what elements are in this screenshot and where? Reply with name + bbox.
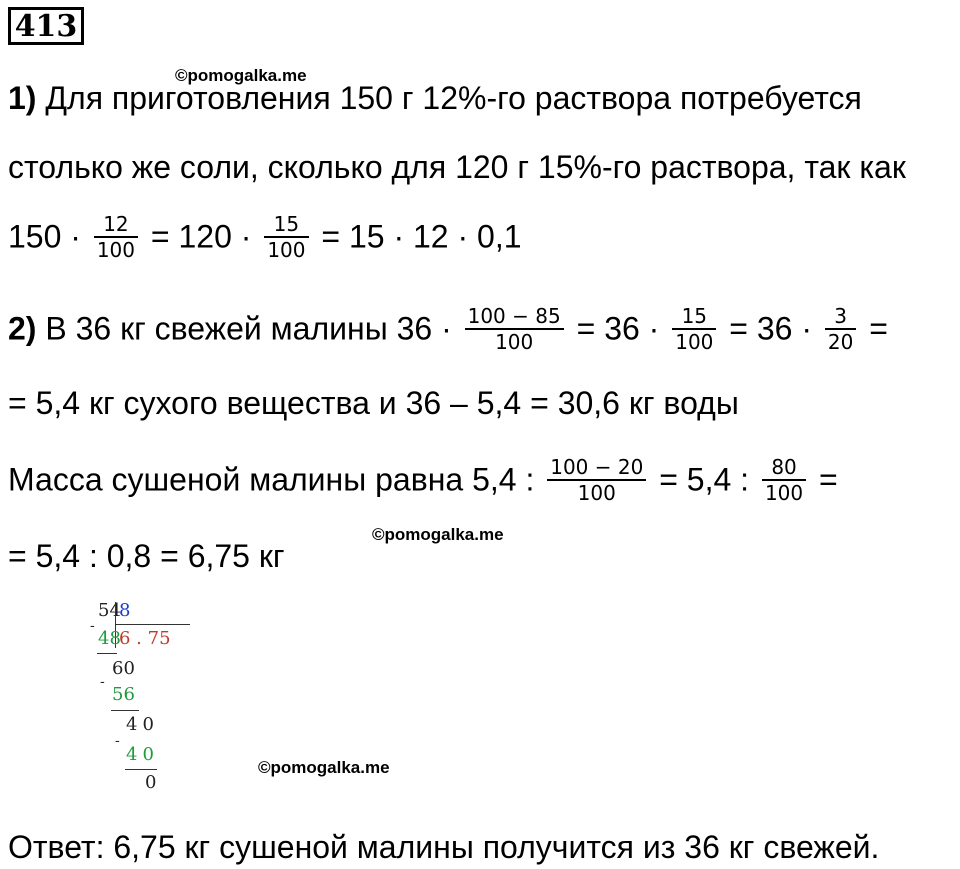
division-line-3 bbox=[125, 769, 157, 770]
numerator: 12 bbox=[94, 212, 138, 238]
division-subtrahend-1: 48 bbox=[98, 628, 121, 649]
eq2-fraction-3 bbox=[825, 304, 856, 354]
eq2-fraction-1 bbox=[465, 304, 564, 354]
division-line-2 bbox=[111, 710, 139, 711]
denominator: 100 bbox=[764, 481, 804, 505]
denominator: 100 bbox=[495, 330, 534, 354]
eq2-term-c: = 36 · bbox=[729, 310, 813, 347]
eq2-term-d: = bbox=[869, 310, 888, 347]
eq2-fraction-2 bbox=[672, 304, 716, 354]
eq3-term-c: = bbox=[819, 461, 838, 498]
eq2-term-a: В 36 кг свежей малины 36 · bbox=[45, 310, 452, 347]
part1-line2: столько же соли, сколько для 120 г 15%-го раствора, так как bbox=[8, 149, 906, 185]
denominator: 100 bbox=[267, 238, 306, 262]
division-line-1 bbox=[97, 653, 117, 654]
eq1-fraction-1 bbox=[94, 212, 138, 262]
part1-line1 bbox=[8, 78, 862, 118]
numerator: 15 bbox=[264, 212, 308, 238]
division-dividend: 54 bbox=[98, 600, 121, 621]
eq2-term-b: = 36 · bbox=[576, 310, 660, 347]
part1-marker: 1) bbox=[8, 80, 37, 116]
part1-equation bbox=[8, 214, 522, 264]
eq3-fraction-2 bbox=[762, 455, 806, 505]
division-quotient: 6 . 75 bbox=[119, 628, 171, 649]
eq3-term-a: Масса сушеной малины равна 5,4 : bbox=[8, 461, 535, 498]
numerator: 80 bbox=[762, 455, 806, 481]
eq1-term-a: 150 · bbox=[8, 218, 81, 255]
numerator: 100 − 20 bbox=[547, 455, 646, 481]
eq1-term-b: = 120 · bbox=[150, 218, 252, 255]
numerator: 100 − 85 bbox=[465, 304, 564, 330]
numerator: 3 bbox=[825, 304, 856, 330]
part1-text-line1: Для приготовления 150 г 12%-го раствора потребуется bbox=[45, 80, 862, 116]
denominator: 100 bbox=[96, 238, 136, 262]
division-subtrahend-2: 56 bbox=[112, 684, 135, 705]
denominator: 100 bbox=[577, 481, 616, 505]
part2-line1 bbox=[8, 306, 888, 356]
division-bracket-horizontal bbox=[115, 624, 190, 625]
denominator: 20 bbox=[827, 330, 854, 354]
division-minus-1: - bbox=[90, 618, 95, 634]
part2-marker: 2) bbox=[8, 310, 37, 347]
eq1-term-c: = 15 · 12 · 0,1 bbox=[321, 218, 522, 255]
part2-line3 bbox=[8, 457, 838, 507]
division-remainder-2: 40 bbox=[126, 714, 159, 735]
part2-line2: = 5,4 кг сухого вещества и 36 – 5,4 = 30,6 кг воды bbox=[8, 385, 739, 421]
watermark-bottom: ©pomogalka.me bbox=[258, 758, 390, 777]
watermark-top: ©pomogalka.me bbox=[175, 66, 307, 85]
division-divisor: 8 bbox=[119, 600, 131, 621]
answer: Ответ: 6,75 кг сушеной малины получится из 36 кг свежей. bbox=[8, 829, 880, 865]
division-remainder-1: 60 bbox=[112, 658, 135, 679]
task-number: 413 bbox=[8, 7, 84, 45]
numerator: 15 bbox=[672, 304, 716, 330]
part2-line4: = 5,4 : 0,8 = 6,75 кг bbox=[8, 538, 285, 574]
watermark-middle: ©pomogalka.me bbox=[372, 525, 504, 544]
division-subtrahend-3: 40 bbox=[126, 744, 159, 765]
division-remainder-final: 0 bbox=[145, 772, 157, 793]
eq1-fraction-2 bbox=[264, 212, 308, 262]
eq3-term-b: = 5,4 : bbox=[659, 461, 750, 498]
eq3-fraction-1 bbox=[547, 455, 646, 505]
denominator: 100 bbox=[675, 330, 714, 354]
division-minus-2: - bbox=[100, 674, 105, 690]
division-minus-3: - bbox=[115, 733, 120, 749]
